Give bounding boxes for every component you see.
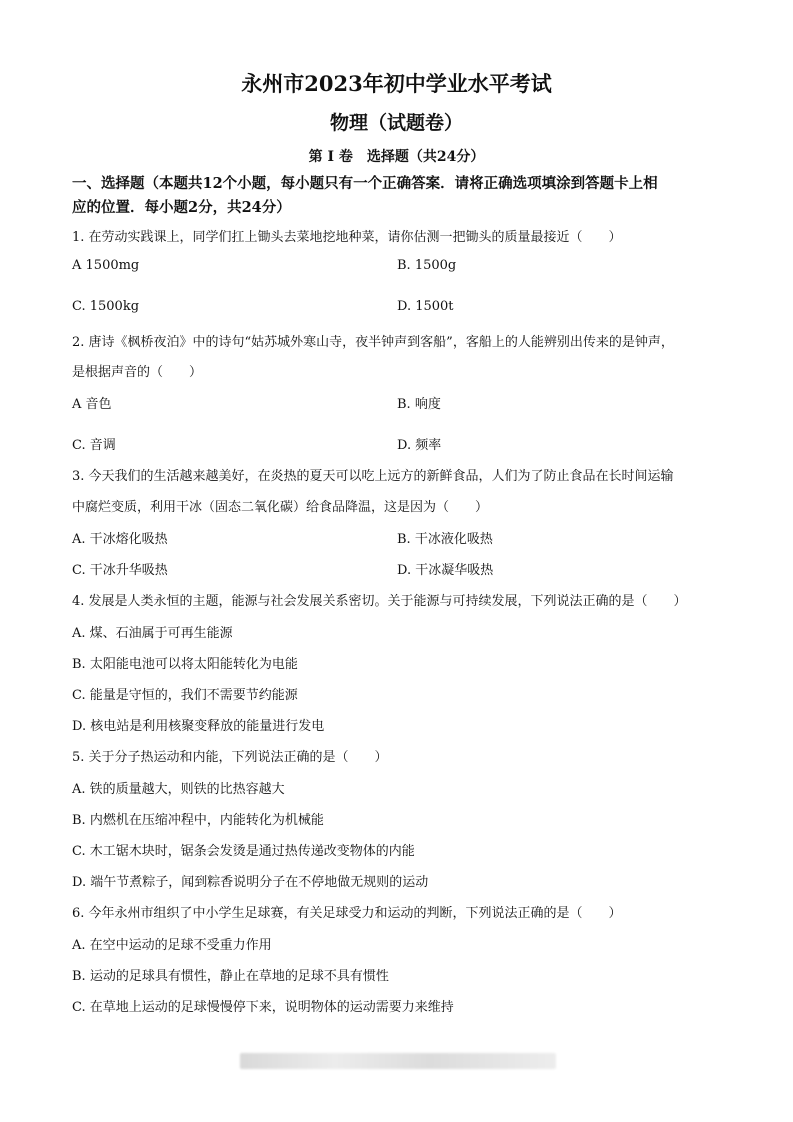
exam-subtitle: 物理（试题卷） — [329, 112, 463, 134]
question-1-option-c: C. 1500kg — [72, 299, 140, 314]
question-3-option-a: A. 干冰熔化吸热 — [72, 532, 168, 547]
question-2-option-b: B. 响度 — [397, 397, 441, 412]
question-1-option-b: B. 1500g — [397, 258, 457, 273]
question-2-stem-line-1: 2. 唐诗《枫桥夜泊》中的诗句“姑苏城外寒山寺，夜半钟声到客船”，客船上的人能辨别出传来的是钟声， — [72, 335, 674, 350]
question-6-option-a: A. 在空中运动的足球不受重力作用 — [72, 938, 272, 953]
question-3-stem-line-2: 中腐烂变质，利用干冰（固态二氧化碳）给食品降温，这是因为（ ） — [72, 500, 489, 515]
exam-title: 永州市2023年初中学业水平考试 — [241, 71, 552, 96]
question-6-option-c: C. 在草地上运动的足球慢慢停下来，说明物体的运动需要力来维持 — [72, 1000, 454, 1015]
question-5-stem: 5. 关于分子热运动和内能，下列说法正确的是（ ） — [72, 750, 388, 765]
question-5-option-c: C. 木工锯木块时，锯条会发烫是通过热传递改变物体的内能 — [72, 844, 415, 859]
blurred-footer-watermark — [240, 1053, 556, 1069]
instructions-line-2: 应的位置．每小题2分，共24分） — [72, 199, 291, 216]
question-5-option-b: B. 内燃机在压缩冲程中，内能转化为机械能 — [72, 813, 324, 828]
question-4-option-b: B. 太阳能电池可以将太阳能转化为电能 — [72, 657, 298, 672]
question-2-option-d: D. 频率 — [397, 438, 442, 453]
question-3-option-b: B. 干冰液化吸热 — [397, 532, 493, 547]
section-heading: 第 I 卷 选择题（共24分） — [308, 149, 485, 165]
question-1-stem: 1. 在劳动实践课上，同学们扛上锄头去菜地挖地种菜，请你估测一把锄头的质量最接近（ ） — [72, 230, 622, 245]
question-2-stem-line-2: 是根据声音的（ ） — [72, 365, 203, 380]
question-4-stem: 4. 发展是人类永恒的主题，能源与社会发展关系密切。关于能源与可持续发展，下列说法正确的是（ ） — [72, 594, 687, 609]
question-6-stem: 6. 今年永州市组织了中小学生足球赛，有关足球受力和运动的判断，下列说法正确的是（ ） — [72, 906, 622, 921]
instructions-line-1: 一、选择题（本题共12个小题，每小题只有一个正确答案．请将正确选项填涂到答题卡上相 — [72, 175, 658, 192]
question-2-option-c: C. 音调 — [72, 438, 116, 453]
question-4-option-a: A. 煤、石油属于可再生能源 — [72, 626, 233, 641]
question-5-option-a: A. 铁的质量越大，则铁的比热容越大 — [72, 782, 285, 797]
question-2-option-a: A 音色 — [72, 397, 112, 412]
question-3-option-c: C. 干冰升华吸热 — [72, 563, 168, 578]
question-5-option-d: D. 端午节煮粽子，闻到粽香说明分子在不停地做无规则的运动 — [72, 875, 429, 890]
question-6-option-b: B. 运动的足球具有惯性，静止在草地的足球不具有惯性 — [72, 969, 389, 984]
question-3-stem-line-1: 3. 今天我们的生活越来越美好，在炎热的夏天可以吃上远方的新鲜食品，人们为了防止食品在长时间运输 — [72, 469, 674, 484]
question-1-option-a: A 1500mg — [72, 258, 140, 273]
question-1-option-d: D. 1500t — [397, 299, 454, 314]
question-4-option-c: C. 能量是守恒的，我们不需要节约能源 — [72, 688, 298, 703]
question-3-option-d: D. 干冰凝华吸热 — [397, 563, 494, 578]
question-4-option-d: D. 核电站是利用核聚变释放的能量进行发电 — [72, 719, 325, 734]
